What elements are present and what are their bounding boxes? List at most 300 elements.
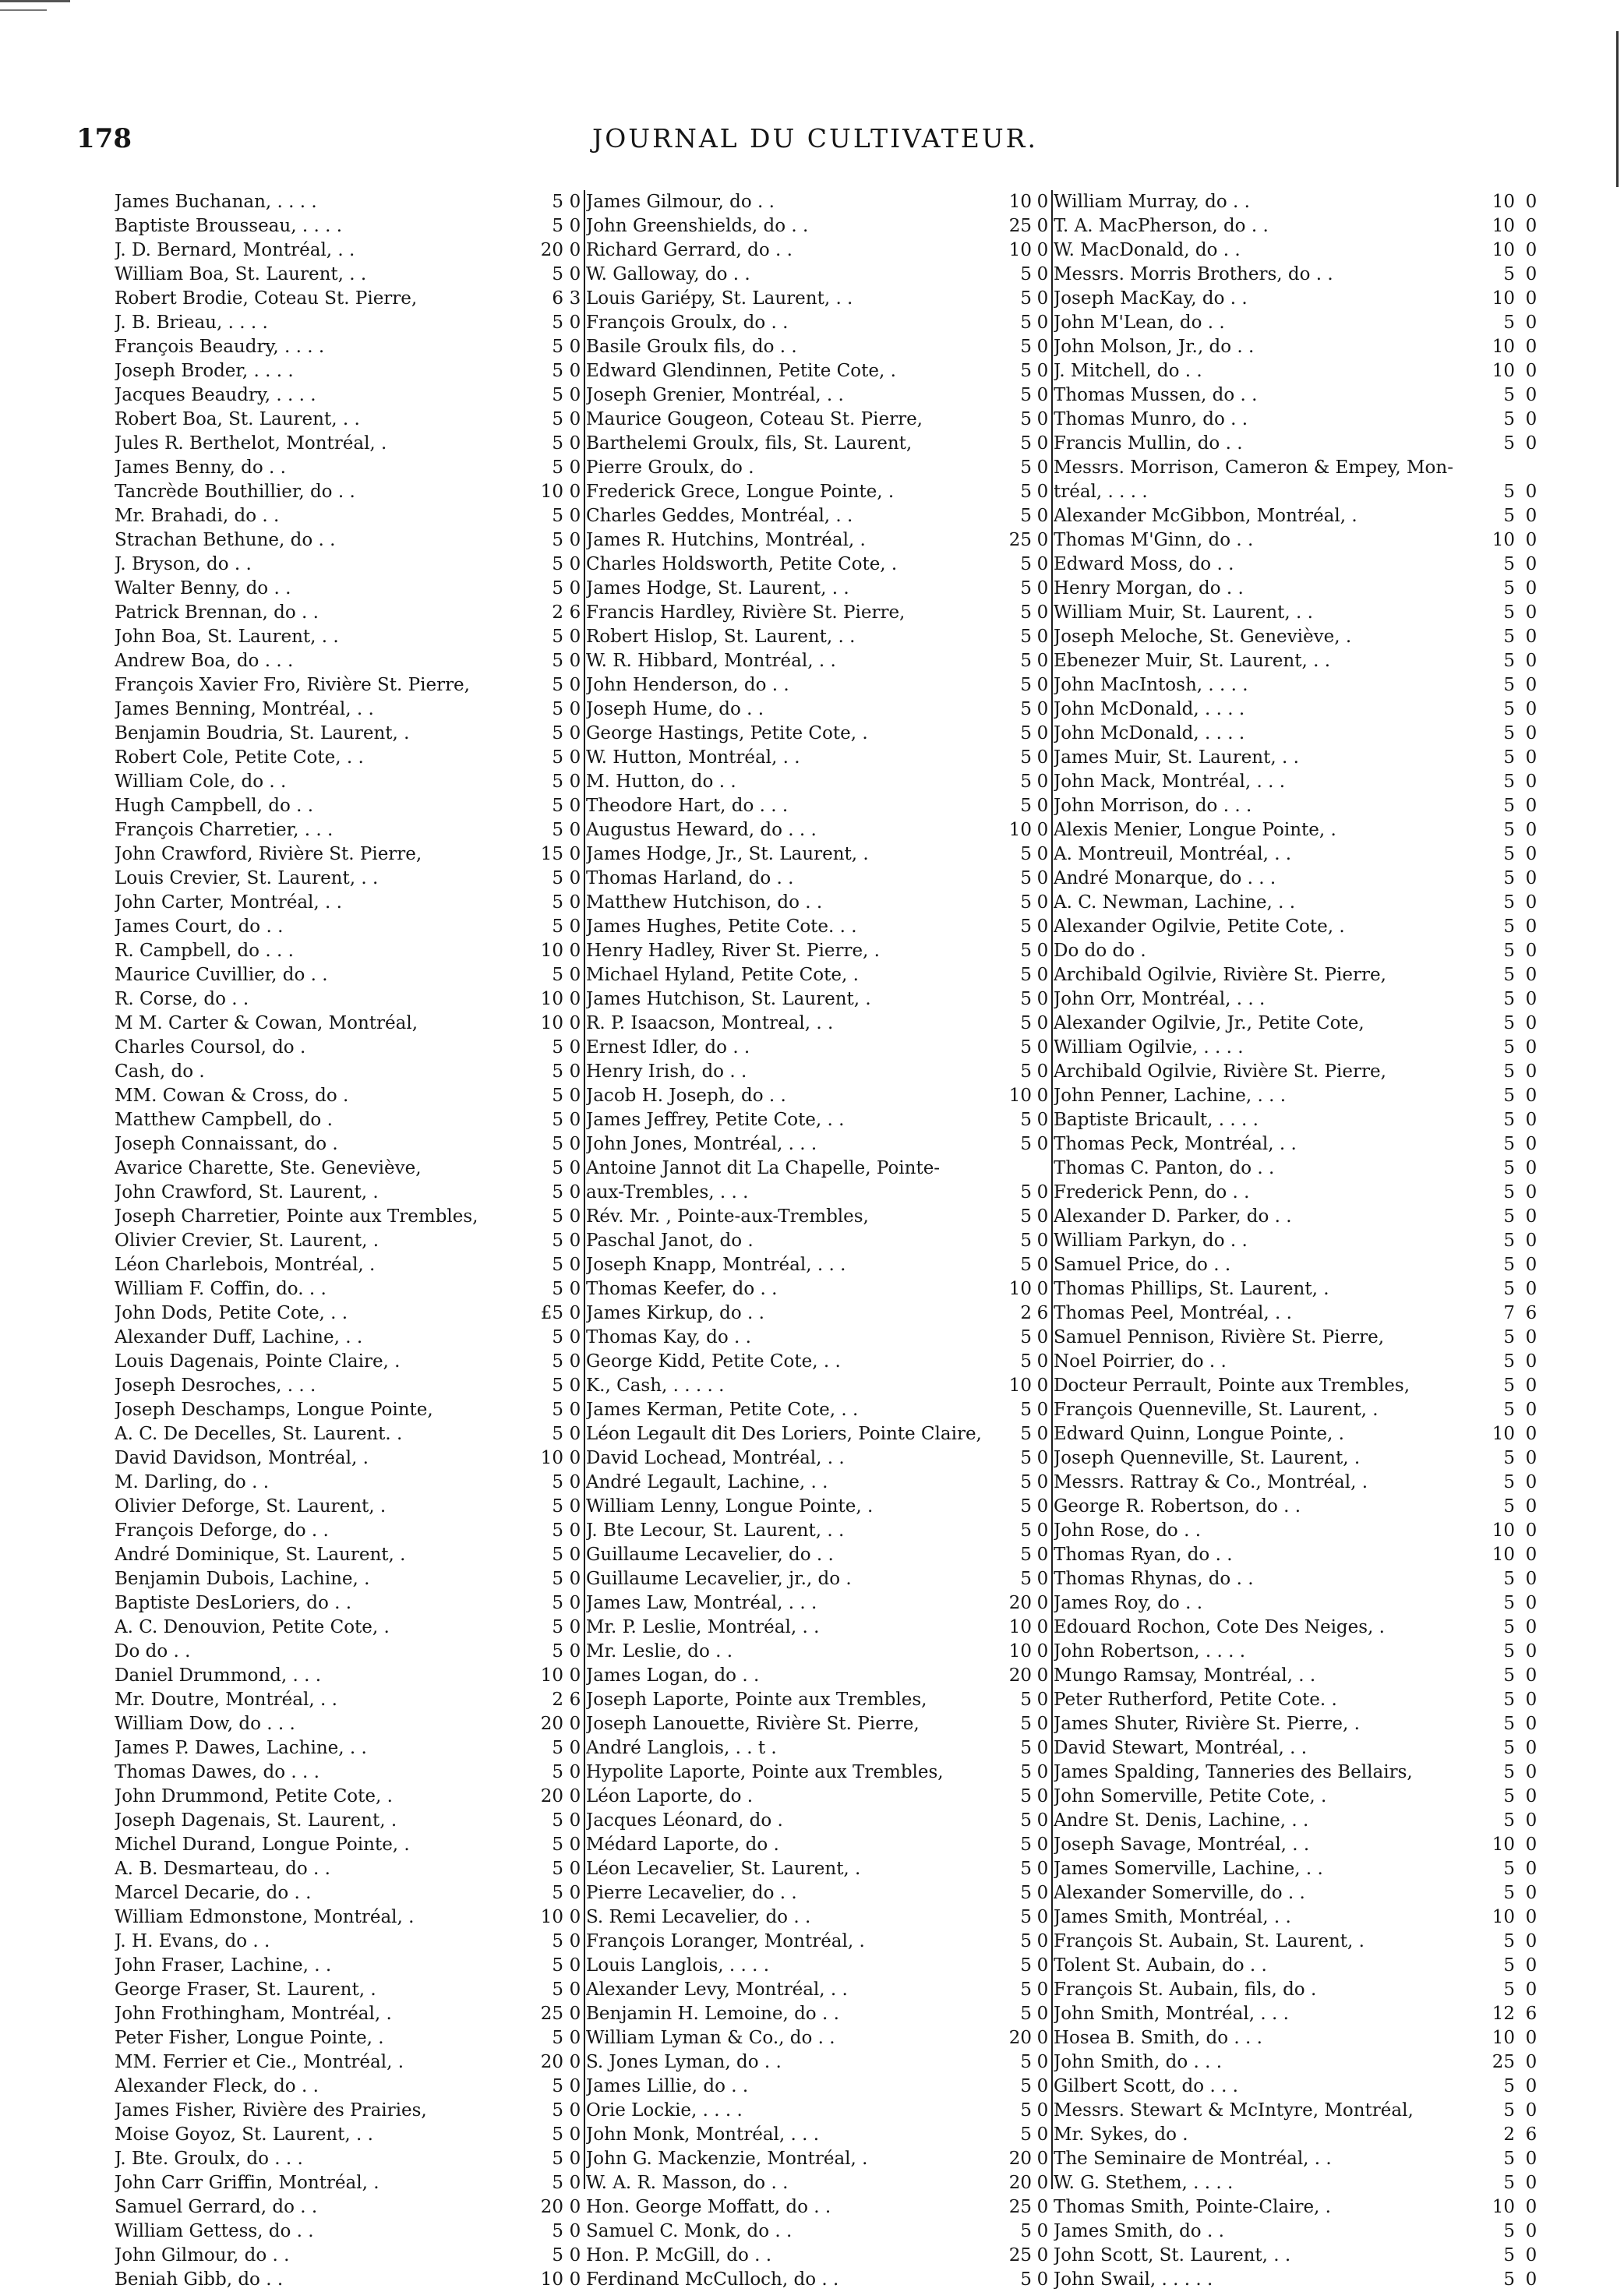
amount-pounds: 10 [1008,1376,1032,1396]
amount-shillings: 0 [1525,1376,1538,1396]
amount-pounds: 10 [1492,530,1515,550]
amount-pounds: 5 [1503,1738,1515,1758]
amount-pounds: 5 [1503,506,1515,526]
amount-pounds: 5 [1020,1255,1032,1275]
amount-shillings: 0 [1036,1617,1049,1637]
subscriber-entry [115,1205,584,1229]
subscriber-entry [1054,722,1545,746]
amount-pounds: 5 [1503,2100,1515,2121]
subscriber-entry [1054,1277,1545,1301]
amount-shillings: 0 [1036,1424,1049,1444]
subscriber-entry [115,1398,584,1422]
amount-shillings: 0 [1525,602,1538,623]
subscriber-name: Marcel Decarie, do . . [115,1883,312,1903]
amount-pounds: 5 [1020,892,1032,913]
amount-pounds: 5 [1020,2124,1032,2145]
amount-shillings: 0 [569,1593,581,1613]
subscriber-entry [1054,697,1545,722]
subscriber-name: Médard Laporte, do . [586,1835,779,1855]
amount-pounds: 5 [1503,1762,1515,1782]
subscriber-entry [1054,963,1545,987]
subscriber-entry [1054,625,1545,649]
subscriber-entry [1054,1664,1545,1688]
amount-pounds: 5 [552,2149,563,2169]
subscriber-name: M. Darling, do . . [115,1472,270,1492]
amount-pounds: 5 [1020,747,1032,768]
subscriber-entry [586,939,1050,963]
amount-shillings: 0 [1525,1617,1538,1637]
subscriber-name: Alexander D. Parker, do . . [1054,1206,1292,1227]
amount-shillings: 0 [1525,1883,1538,1903]
amount-shillings: 0 [1036,1786,1049,1806]
amount-shillings: 0 [1525,506,1538,526]
subscriber-name: John Carter, Montréal, . . [115,892,342,913]
subscriber-name: Robert Hislop, St. Laurent, . . [586,627,856,647]
subscriber-name: Baptiste Brousseau, . . . . [115,216,343,236]
subscriber-name: John Boa, St. Laurent, . . [115,627,339,647]
subscriber-entry [115,818,584,842]
amount-shillings: 0 [569,457,581,478]
subscriber-entry [586,2171,1050,2195]
amount-pounds: 10 [1008,1279,1032,1299]
amount-shillings: 0 [1036,2221,1049,2241]
subscriber-name: Michael Hyland, Petite Cote, . [586,965,859,985]
subscriber-entry [1054,1374,1545,1398]
amount-pounds: 5 [1503,433,1515,454]
subscriber-name: Messrs. Rattray & Co., Montréal, . [1054,1472,1368,1492]
subscriber-name: Samuel C. Monk, do . . [586,2221,793,2241]
subscriber-entry [586,1736,1050,1760]
amount-shillings: 0 [569,433,581,454]
subscriber-entry [115,577,584,601]
amount-pounds: 5 [1020,844,1032,864]
amount-shillings: 0 [569,1859,581,1879]
subscriber-name: John Dods, Petite Cote, . . [115,1303,348,1323]
subscriber-name: John Penner, Lachine, . . . [1054,1086,1287,1106]
amount-pounds: 5 [552,916,563,937]
amount-pounds: 5 [1020,772,1032,792]
subscriber-entry [1054,1398,1545,1422]
amount-pounds: 5 [552,1955,563,1976]
subscriber-name: William Ogilvie, . . . . [1054,1037,1244,1058]
amount-pounds: 25 [1008,216,1032,236]
amount-pounds: 5 [552,385,563,405]
subscriber-name: Hypolite Laporte, Pointe aux Trembles, [586,1762,944,1782]
amount-shillings: 0 [1036,2149,1049,2169]
subscriber-name: Samuel Gerrard, do . . [115,2197,318,2217]
subscriber-entry [1054,1471,1545,1495]
subscriber-entry [1054,1833,1545,1857]
amount-shillings: 0 [1525,216,1538,236]
subscriber-entry [1054,432,1545,456]
amount-shillings: 0 [1525,409,1538,429]
subscriber-name: Tancrède Bouthillier, do . . [115,482,355,502]
amount-pounds: 10 [1008,240,1032,260]
subscriber-entry [586,528,1050,553]
subscriber-name: Henry Irish, do . . [586,1061,747,1082]
amount-pounds: 5 [1503,1496,1515,1517]
subscriber-entry [115,2002,584,2026]
subscriber-name: Joseph Grenier, Montréal, . . [586,385,844,405]
amount-shillings: 0 [569,2197,581,2217]
amount-shillings: 0 [569,651,581,671]
amount-pounds: 5 [1020,1061,1032,1082]
amount-shillings: 0 [1036,1931,1049,1951]
subscriber-entry [586,1277,1050,1301]
subscriber-name: John Rose, do . . [1054,1520,1202,1541]
amount-shillings: 0 [1036,1569,1049,1589]
amount-pounds: 5 [552,1255,563,1275]
amount-pounds: 5 [1503,989,1515,1009]
amount-pounds: 5 [1020,457,1032,478]
subscriber-name: Frederick Penn, do . . [1054,1182,1250,1203]
amount-pounds: 5 [552,1810,563,1831]
amount-shillings: 0 [569,1158,581,1178]
amount-shillings: 0 [1036,1134,1049,1154]
subscriber-name: MM. Ferrier et Cie., Montréal, . [115,2052,404,2072]
subscriber-entry [1054,1084,1545,1108]
subscriber-entry [115,1036,584,1060]
subscriber-entry [1054,1905,1545,1930]
amount-shillings: 0 [569,1545,581,1565]
subscriber-name: Do do . . [115,1641,191,1662]
amount-shillings: 0 [1525,2221,1538,2241]
subscriber-entry [586,1495,1050,1519]
subscriber-entry [115,1495,584,1519]
subscriber-name: S. Jones Lyman, do . . [586,2052,782,2072]
subscriber-name: John Greenshields, do . . [586,216,809,236]
subscriber-name: James Hutchison, St. Laurent, . [586,989,871,1009]
subscriber-name: K., Cash, . . . . . [586,1376,725,1396]
amount-shillings: 0 [569,1327,581,1347]
amount-shillings: 0 [1525,747,1538,768]
amount-pounds: 5 [1503,627,1515,647]
subscriber-entry [1054,1326,1545,1350]
amount-pounds: 5 [552,796,563,816]
subscriber-entry [1054,818,1545,842]
subscriber-name: W. A. R. Masson, do . . [586,2173,789,2193]
subscriber-entry [1054,456,1545,480]
amount-shillings: 0 [1525,772,1538,792]
subscriber-name: Alexander McGibbon, Montréal, . [1054,506,1357,526]
subscriber-name: James Roy, do . . [1054,1593,1203,1613]
subscriber-name: James Muir, St. Laurent, . . [1054,747,1299,768]
subscriber-entry [586,1036,1050,1060]
amount-shillings: 0 [1036,1206,1049,1227]
amount-shillings: 0 [1525,868,1538,888]
amount-pounds: 5 [1503,1641,1515,1662]
subscriber-entry [586,1157,1050,1181]
amount-shillings: 0 [569,313,581,333]
subscriber-name: William Murray, do . . [1054,192,1250,212]
subscriber-name: R. Corse, do . . [115,989,249,1009]
subscriber-entry [586,1108,1050,1132]
amount-pounds: 10 [540,2269,563,2290]
amount-shillings: 0 [1525,1424,1538,1444]
amount-pounds: 5 [552,1206,563,1227]
amount-pounds: 5 [1503,1883,1515,1903]
subscriber-name: George R. Robertson, do . . [1054,1496,1301,1517]
subscriber-name: François Xavier Fro, Rivière St. Pierre, [115,675,470,695]
amount-pounds: 5 [1020,288,1032,309]
amount-shillings: 0 [569,965,581,985]
subscriber-entry [1054,939,1545,963]
amount-shillings: 0 [1525,2197,1538,2217]
amount-shillings: 0 [569,1762,581,1782]
amount-shillings: 0 [1036,1086,1049,1106]
subscriber-entry [1054,1036,1545,1060]
subscriber-name: Henry Morgan, do . . [1054,578,1244,599]
subscriber-name: John Molson, Jr., do . . [1054,337,1255,357]
subscriber-name: James Court, do . . [115,916,284,937]
amount-shillings: 0 [1525,1593,1538,1613]
subscriber-name: Ebenezer Muir, St. Laurent, . . [1054,651,1331,671]
subscriber-name: François Deforge, do . . [115,1520,329,1541]
subscriber-name: Louis Crevier, St. Laurent, . . [115,868,379,888]
amount-pounds: 5 [552,1472,563,1492]
amount-pounds: 5 [552,409,563,429]
amount-shillings: 0 [569,675,581,695]
amount-pounds: 5 [1503,1206,1515,1227]
amount-shillings: 0 [569,2149,581,2169]
subscriber-entry [115,2075,584,2099]
amount-pounds: 5 [1503,409,1515,429]
amount-pounds: 5 [1503,1037,1515,1058]
amount-shillings: 0 [1525,723,1538,743]
subscriber-entry [115,1760,584,1785]
amount-shillings: 0 [569,699,581,719]
subscriber-name: Peter Fisher, Longue Pointe, . [115,2028,384,2048]
amount-pounds: 10 [1492,216,1515,236]
amount-shillings: 0 [1036,1835,1049,1855]
amount-pounds: 5 [552,1231,563,1251]
subscriber-name: Mr. P. Leslie, Montréal, . . [586,1617,820,1637]
subscriber-name: William Lenny, Longue Pointe, . [586,1496,874,1517]
subscriber-entry [586,311,1050,335]
subscriber-entry [115,1519,584,1543]
subscriber-entry [1054,1688,1545,1712]
amount-pounds: 5 [552,627,563,647]
amount-shillings: 6 [569,602,581,623]
subscriber-entry [1054,1640,1545,1664]
subscriber-name: Edward Moss, do . . [1054,554,1234,574]
subscriber-name: MM. Cowan & Cross, do . [115,1086,349,1106]
subscriber-name: Avarice Charette, Ste. Geneviève, [115,1158,422,1178]
amount-pounds: 5 [552,1182,563,1203]
subscriber-entry [1054,1422,1545,1446]
column-divider [1051,190,1053,2189]
subscriber-name: Mr. Sykes, do . [1054,2124,1188,2145]
amount-shillings: 0 [569,506,581,526]
subscriber-name: Joseph Dagenais, St. Laurent, . [115,1810,397,1831]
subscriber-name: James P. Dawes, Lachine, . . [115,1738,367,1758]
subscriber-name: Gilbert Scott, do . . . [1054,2076,1238,2096]
amount-shillings: 0 [1525,1520,1538,1541]
amount-shillings: 0 [569,2245,581,2266]
subscriber-name: William Muir, St. Laurent, . . [1054,602,1313,623]
amount-shillings: 0 [1036,602,1049,623]
column-divider [584,190,585,2189]
subscriber-entry [115,1688,584,1712]
subscriber-name: Joseph Connaissant, do . [115,1134,338,1154]
subscriber-name: Robert Boa, St. Laurent, . . [115,409,360,429]
subscriber-name: Messrs. Morrison, Cameron & Empey, Mon- [1054,457,1453,478]
subscriber-entry [1054,1760,1545,1785]
amount-pounds: 5 [1503,651,1515,671]
subscriber-entry [1054,1108,1545,1132]
amount-shillings: 0 [1525,916,1538,937]
subscriber-entry [586,649,1050,673]
subscriber-entry [1054,2026,1545,2050]
subscriber-name: Louis Langlois, . . . . [586,1955,770,1976]
amount-pounds: 5 [1020,361,1032,381]
subscriber-entry [586,1664,1050,1688]
subscriber-name: Richard Gerrard, do . . [586,240,793,260]
amount-shillings: 0 [1525,433,1538,454]
subscriber-name: Léon Lecavelier, St. Laurent, . [586,1859,861,1879]
amount-shillings: 0 [569,1835,581,1855]
amount-pounds: 10 [1008,1086,1032,1106]
subscriber-entry [115,2268,584,2292]
amount-pounds: 20 [540,2052,563,2072]
amount-pounds: 5 [552,1593,563,1613]
amount-shillings: 0 [1525,1545,1538,1565]
amount-pounds: 5 [1503,1931,1515,1951]
subscriber-name: Mr. Doutre, Montréal, . . [115,1690,337,1710]
subscriber-entry [115,1881,584,1905]
amount-shillings: 0 [569,844,581,864]
amount-pounds: 10 [1008,1641,1032,1662]
subscriber-entry [586,2268,1050,2292]
subscriber-entry [115,2244,584,2268]
subscriber-entry [115,746,584,770]
subscriber-entry [1054,190,1545,214]
amount-shillings: 0 [1525,1134,1538,1154]
subscriber-name: John Henderson, do . . [586,675,789,695]
amount-shillings: 0 [1525,2028,1538,2048]
amount-shillings: 0 [1036,240,1049,260]
amount-pounds: 5 [1503,1810,1515,1831]
amount-pounds: 10 [1492,2197,1515,2217]
subscriber-entry [586,432,1050,456]
amount-shillings: 6 [569,1690,581,1710]
amount-shillings: 0 [569,1520,581,1541]
amount-shillings: 6 [1525,2004,1538,2024]
amount-pounds: 5 [1503,2173,1515,2193]
amount-shillings: 0 [569,1037,581,1058]
amount-pounds: 20 [1008,2173,1032,2193]
amount-pounds: 5 [552,216,563,236]
subscriber-name: André Langlois, . . t . [586,1738,777,1758]
subscriber-entry [1054,335,1545,359]
subscriber-name: Alexander Somerville, do . . [1054,1883,1305,1903]
amount-shillings: 0 [569,409,581,429]
subscriber-name: Charles Coursol, do . [115,1037,306,1058]
subscriber-name: Rév. Mr. , Pointe-aux-Trembles, [586,1206,869,1227]
subscriber-entry [1054,2195,1545,2220]
subscriber-entry [586,987,1050,1012]
subscriber-entry [1054,504,1545,528]
page-number: 178 [76,123,132,154]
amount-pounds: 5 [552,2173,563,2193]
subscriber-entry [586,1422,1050,1446]
amount-shillings: 0 [1525,337,1538,357]
amount-shillings: 0 [1525,1037,1538,1058]
amount-pounds: 10 [540,1448,563,1468]
subscriber-entry [1054,2002,1545,2026]
subscriber-name: Ernest Idler, do . . [586,1037,750,1058]
subscriber-entry [586,1881,1050,1905]
subscriber-entry [1054,2147,1545,2171]
amount-pounds: 5 [1503,554,1515,574]
amount-pounds: 5 [1503,2221,1515,2241]
amount-shillings: 0 [569,1665,581,1686]
amount-pounds: 5 [552,2221,563,2241]
subscriber-name: J. Bte. Groulx, do . . . [115,2149,303,2169]
subscriber-entry [586,1471,1050,1495]
subscriber-name: T. A. MacPherson, do . . [1054,216,1269,236]
subscriber-entry [586,746,1050,770]
amount-pounds: 5 [1503,699,1515,719]
amount-shillings: 0 [1036,651,1049,671]
amount-pounds: 10 [1492,1907,1515,1927]
amount-shillings: 0 [1525,2149,1538,2169]
amount-pounds: 5 [1020,433,1032,454]
amount-pounds: 5 [552,1424,563,1444]
subscriber-name: François St. Aubain, St. Laurent, . [1054,1931,1365,1951]
subscriber-entry [586,625,1050,649]
amount-shillings: 0 [1036,2245,1049,2266]
subscriber-entry [1054,1591,1545,1616]
subscriber-name: Benjamin Dubois, Lachine, . [115,1569,370,1589]
subscriber-entry [1054,1543,1545,1567]
subscriber-entry [115,1446,584,1471]
amount-pounds: 5 [1503,796,1515,816]
subscriber-name: Joseph Laporte, Pointe aux Trembles, [586,1690,927,1710]
subscriber-name: James Hodge, Jr., St. Laurent, . [586,844,869,864]
subscriber-name: Andrew Boa, do . . . [115,651,294,671]
subscriber-entry [586,1930,1050,1954]
running-head-title: JOURNAL DU CULTIVATEUR. [592,123,1039,154]
subscriber-entry [115,553,584,577]
subscriber-entry [115,1181,584,1205]
subscriber-name: David Davidson, Montréal, . [115,1448,369,1468]
subscriber-entry [586,480,1050,504]
amount-shillings: 0 [1525,1690,1538,1710]
subscriber-name: Henry Hadley, River St. Pierre, . [586,941,880,961]
subscriber-entry [115,504,584,528]
subscriber-entry [115,1084,584,1108]
amount-shillings: 0 [1525,1061,1538,1082]
amount-shillings: 0 [569,868,581,888]
amount-pounds: 10 [540,989,563,1009]
amount-pounds: 5 [1020,2269,1032,2290]
amount-shillings: 0 [1525,1931,1538,1951]
subscriber-name: M M. Carter & Cowan, Montréal, [115,1013,418,1033]
subscriber-name: Alexander Fleck, do . . [115,2076,319,2096]
amount-pounds: 5 [1020,554,1032,574]
subscriber-entry [586,915,1050,939]
amount-shillings: 0 [1525,1231,1538,1251]
amount-shillings: 0 [569,554,581,574]
amount-shillings: 0 [1036,675,1049,695]
subscriber-entry [586,553,1050,577]
amount-shillings: 0 [1036,1182,1049,1203]
amount-pounds: 10 [1492,1835,1515,1855]
subscriber-entry [1054,842,1545,867]
amount-shillings: 0 [1525,313,1538,333]
amount-shillings: 0 [1525,1327,1538,1347]
